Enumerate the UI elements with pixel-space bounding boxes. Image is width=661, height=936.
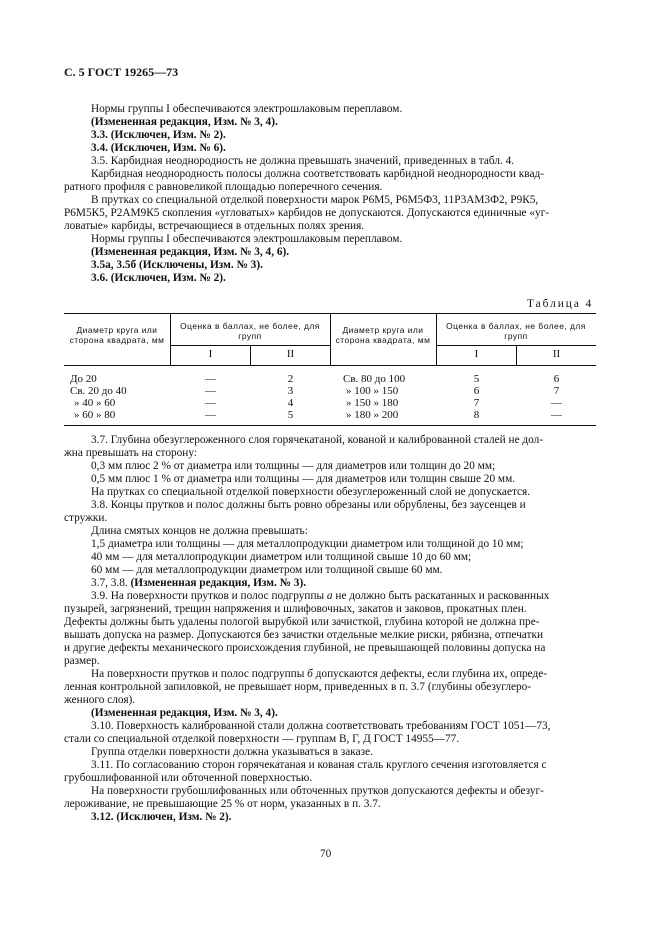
page-number: 70: [320, 848, 332, 860]
text-line: В прутках со специальной отделкой поверхности марок Р6М5, Р6М5Ф3, 11Р3АМ3Ф2, Р9К5,: [91, 194, 539, 206]
table-cell: 7: [473, 397, 480, 409]
table-cell: 5: [473, 373, 480, 385]
table-cell: 4: [287, 397, 294, 409]
table-col-divider: [330, 313, 331, 365]
table-cell: 6: [473, 385, 480, 397]
text-line: женного слоя).: [64, 694, 136, 706]
text-line: 3.5. Карбидная неоднородность не должна превышать значений, приведенных в табл. 4.: [91, 155, 515, 167]
text-segment: На поверхности прутков и полос подгруппы: [91, 668, 305, 680]
table-cell: 7: [553, 385, 560, 397]
table-cell: » 40 » 60: [74, 397, 116, 409]
text-line: 3.11. По согласованию сторон горячекатаная и кованая сталь круглого сечения изготовляется с: [91, 759, 547, 771]
table-cell: До 20: [70, 373, 97, 385]
table-cell: —: [205, 373, 216, 385]
table-cell: 3: [287, 385, 294, 397]
text-line: ленная контрольной запиловкой, не превышает норм, приведенных в п. 3.7 (глубины обезуглеро-: [64, 681, 532, 693]
column-header-diameter: Диаметр круга или сторона квадрата, мм: [335, 325, 431, 345]
text-line: 0,3 мм плюс 2 % от диаметра или толщины — для диаметров или толщин до 20 мм;: [91, 460, 496, 472]
table-cell: Св. 80 до 100: [343, 373, 406, 385]
column-header-score: Оценка в баллах, не более, для групп: [446, 321, 586, 341]
text-line: вышать допуска на размер. Допускаются без зачистки отдельные мелкие риски, рябизна, отпечатки: [64, 629, 543, 641]
text-line: Длина смятых концов не должна превышать:: [91, 525, 308, 537]
text-line: 1,5 диаметра или толщины — для металлопродукции диаметром или толщиной до 10 мм;: [91, 538, 524, 550]
text-line: На поверхности грубошлифованных или обточенных прутков допускаются дефекты и обезуг-: [91, 785, 544, 797]
table-cell: —: [205, 409, 216, 421]
excluded-clause: 3.6. (Исключен, Изм. № 2).: [91, 272, 226, 284]
page-header: С. 5 ГОСТ 19265—73: [64, 65, 179, 79]
text-line: пузырей, загрязнений, трещин напряжения и шлифовочных, закатов и заковов, прокатных плен.: [64, 603, 527, 615]
text-segment: 3.9. На поверхности прутков и полос подгруппы: [91, 590, 325, 602]
amendment-line: [91, 577, 306, 590]
excluded-clause: 3.12. (Исключен, Изм. № 2).: [91, 811, 232, 823]
text-line: 0,5 мм плюс 1 % от диаметра или толщины — для диаметров или толщин свыше 20 мм.: [91, 473, 516, 485]
text-segment: допускаются дефекты, если глубина их, опреде-: [315, 668, 548, 680]
table-cell: 5: [287, 409, 294, 421]
text-segment: не должно быть раскатанных и раскованных: [335, 590, 550, 602]
text-line: 3.7. Глубина обезуглероженного слоя горячекатаной, кованой и калиброванной сталей не дол-: [91, 434, 544, 446]
text-line: и другие дефекты механического происхождения глубиной, не превышающей половины допуска на: [64, 642, 546, 654]
group-header: I: [474, 348, 479, 360]
text-line: стружки.: [64, 512, 108, 524]
subgroup-letter: а: [326, 590, 333, 602]
text-line: Карбидная неоднородность полосы должна соответствовать карбидной неоднородности квад-: [91, 168, 544, 180]
text-line: стали со специальной отделкой поверхности — группам В, Г, Д ГОСТ 14955—77.: [64, 733, 460, 745]
text-line: Нормы группы I обеспечиваются электрошлаковым переплавом.: [91, 103, 403, 115]
table-bottom-rule: [64, 425, 596, 426]
text-line: размер.: [64, 655, 100, 667]
table-cell: » 180 » 200: [346, 409, 399, 421]
table-cell: —: [551, 397, 562, 409]
text-line: [91, 668, 547, 681]
excluded-clause: 3.5а, 3.5б (Исключены, Изм. № 3).: [91, 259, 263, 271]
text-line: грубошлифованной или обточенной поверхностью.: [64, 772, 313, 784]
table-cell: —: [551, 409, 562, 421]
text-line: ловатые» карбиды, встречающиеся в отдельных полях зрения.: [64, 220, 365, 232]
amendment-note: (Измененная редакция, Изм. № 3, 4).: [91, 707, 278, 719]
table-cell: 2: [287, 373, 294, 385]
amendment-note: (Измененная редакция, Изм. № 3, 4, 6).: [91, 246, 290, 258]
table-cell: —: [205, 385, 216, 397]
column-header-score: Оценка в баллах, не более, для групп: [180, 321, 320, 341]
amendment-note: (Измененная редакция, Изм. № 3, 4).: [91, 116, 278, 128]
text-line: жна превышать на сторону:: [64, 447, 197, 459]
text-line: [91, 590, 549, 603]
text-line: Нормы группы I обеспечиваются электрошлаковым переплавом.: [91, 233, 403, 245]
text-line: Дефекты должны быть удалены пологой вырубкой или зачисткой, глубина которой не должна пре-: [64, 616, 540, 628]
clause-ref: 3.7, 3.8.: [91, 577, 128, 589]
table-cell: 6: [553, 373, 560, 385]
text-line: Р6М5К5, Р2АМ9К5 скопления «угловатых» карбидов не допускаются. Допускаются единичные «уг-: [64, 207, 550, 219]
group-header: I: [208, 348, 213, 360]
text-line: 60 мм — для металлопродукции диаметром или толщиной свыше 60 мм.: [91, 564, 443, 576]
column-header-diameter: Диаметр круга или сторона квадрата, мм: [69, 325, 165, 345]
table-cell: » 100 » 150: [346, 385, 399, 397]
text-line: Группа отделки поверхности должна указываться в заказе.: [91, 746, 373, 758]
amendment-note: (Измененная редакция, Изм. № 3).: [130, 577, 307, 589]
excluded-clause: 3.3. (Исключен, Изм. № 2).: [91, 129, 226, 141]
excluded-clause: 3.4. (Исключен, Изм. № 6).: [91, 142, 226, 154]
table-cell: Св. 20 до 40: [70, 385, 127, 397]
table-caption: Таблица 4: [527, 298, 594, 310]
text-line: 3.10. Поверхность калиброванной стали должна соответствовать требованиям ГОСТ 1051—73,: [91, 720, 551, 732]
group-header: II: [552, 348, 561, 360]
text-line: 3.8. Концы прутков и полос должны быть ровно обрезаны или обрублены, без заусенцев и: [91, 499, 526, 511]
text-line: лероживание, не превышающие 25 % от норм, указанных в п. 3.7.: [64, 798, 381, 810]
group-header: II: [286, 348, 295, 360]
table-cell: 8: [473, 409, 480, 421]
text-line: На прутках со специальной отделкой поверхности обезуглероженный слой не допускается.: [91, 486, 531, 498]
text-line: 40 мм — для металлопродукции диаметром или толщиной свыше 10 до 60 мм;: [91, 551, 472, 563]
text-line: ратного профиля с равновеликой площадью поперечного сечения.: [64, 181, 383, 193]
table-cell: » 60 » 80: [74, 409, 116, 421]
table-cell: —: [205, 397, 216, 409]
subgroup-letter: б: [307, 668, 313, 680]
table-header-rule: [64, 365, 596, 366]
table-cell: » 150 » 180: [346, 397, 399, 409]
